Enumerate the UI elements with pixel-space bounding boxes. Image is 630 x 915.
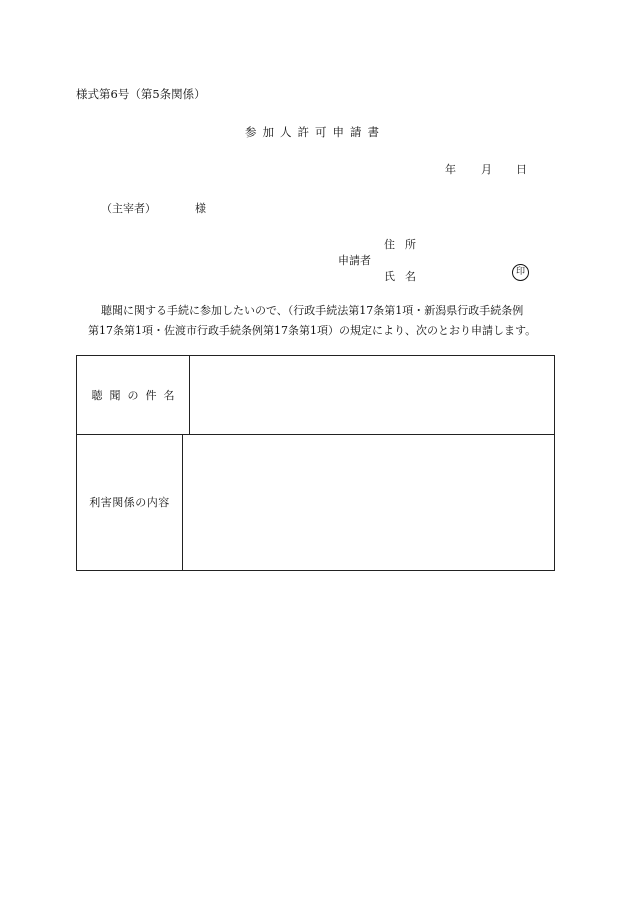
- form-number: 様式第6号（第5条関係）: [76, 87, 206, 101]
- seal-icon: 印: [512, 264, 529, 281]
- table-row-interest: [77, 434, 554, 570]
- hearing-title-field[interactable]: [183, 356, 554, 434]
- table-row-hearing-title: [77, 356, 554, 435]
- body-text-line-1: 聴聞に関する手続に参加したいので、（行政手続法第17条第1項・新潟県行政手続条例: [101, 304, 524, 317]
- name-label: 氏名: [384, 270, 426, 283]
- organizer-label: （主宰者）: [101, 202, 156, 215]
- application-table: [76, 355, 555, 571]
- applicant-label: 申請者: [338, 254, 371, 267]
- hearing-title-label: 聴聞の件名: [77, 356, 190, 434]
- date-day-label: 日: [516, 163, 527, 176]
- date-year-label: 年: [445, 163, 456, 176]
- date-month-label: 月: [481, 163, 492, 176]
- address-label: 住所: [384, 238, 426, 251]
- body-text-line-2: 第17条第1項・佐渡市行政手続条例第17条第1項）の規定により、次のとおり申請します。: [88, 324, 537, 337]
- document-title: 参加人許可申請書: [245, 125, 385, 139]
- interest-label: 利害関係の内容: [77, 434, 183, 570]
- organizer-honorific: 様: [195, 202, 206, 215]
- interest-field[interactable]: [183, 434, 554, 570]
